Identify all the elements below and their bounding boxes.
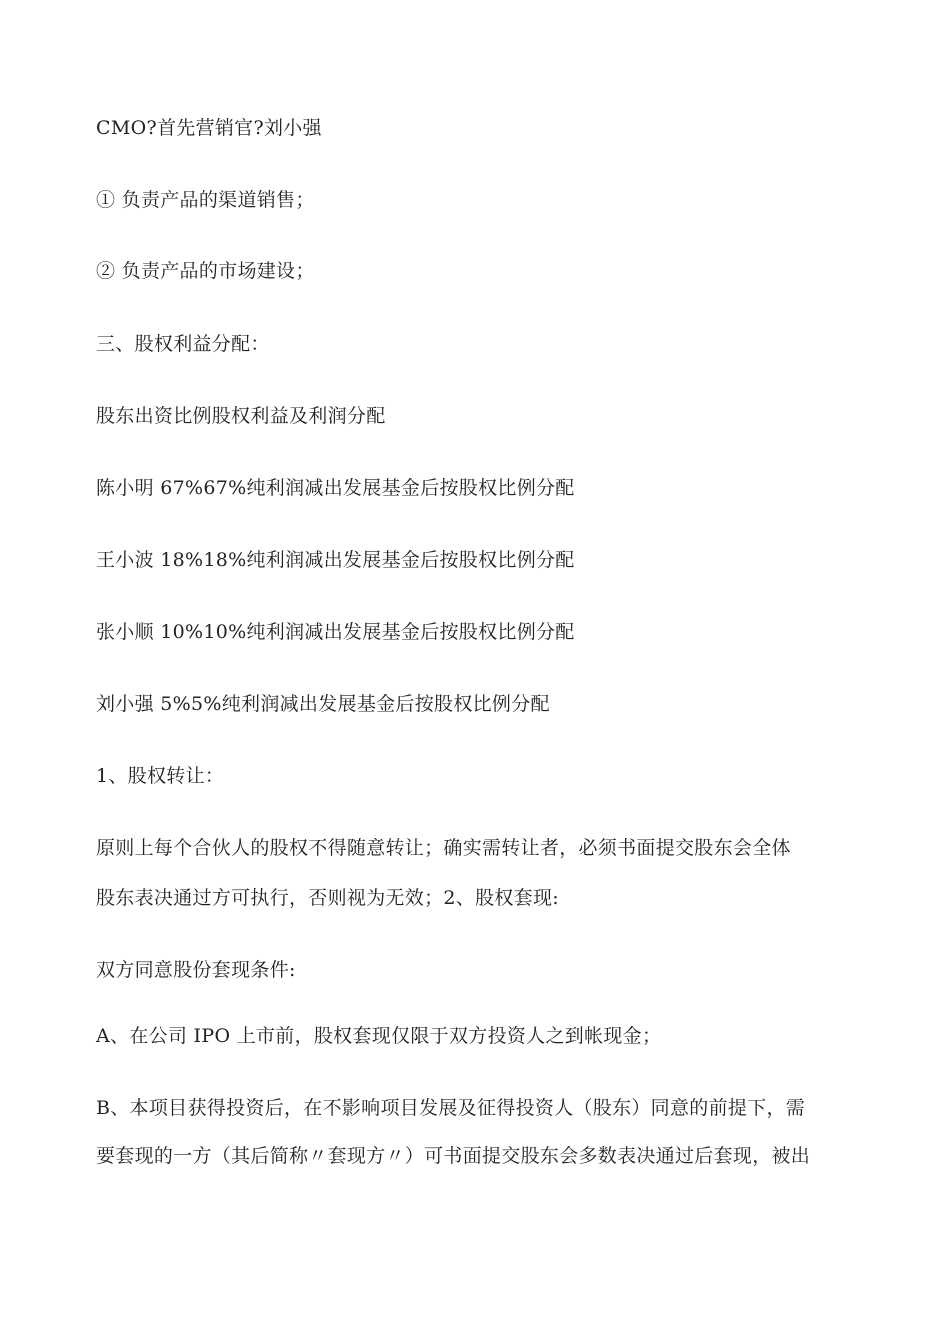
table-header-line: 股东出资比例股权利益及利润分配 <box>96 405 386 427</box>
shareholder-row-zhang: 张小顺 10%10%纯利润减出发展基金后按股权比例分配 <box>96 621 575 643</box>
section-heading-equity-distribution: 三、股权利益分配： <box>96 333 270 355</box>
shareholder-row-liu: 刘小强 5%5%纯利润减出发展基金后按股权比例分配 <box>96 693 550 715</box>
subsection-equity-transfer: 1、股权转让： <box>96 765 225 787</box>
shareholder-row-chen: 陈小明 67%67%纯利润减出发展基金后按股权比例分配 <box>96 477 575 499</box>
paragraph-transfer-line-1: 原则上每个合伙人的股权不得随意转让；确实需转让者，必须书面提交股东会全体 <box>96 837 791 859</box>
paragraph-transfer-line-2: 股东表决通过方可执行，否则视为无效；2、股权套现: <box>96 887 559 909</box>
condition-a: A、在公司 IPO 上市前，股权套现仅限于双方投资人之到帐现金； <box>96 1025 662 1047</box>
cmo-heading: CMO?首先营销官?刘小强 <box>96 117 322 139</box>
shareholder-row-wang: 王小波 18%18%纯利润减出发展基金后按股权比例分配 <box>96 549 575 571</box>
duty-item-2: ② 负责产品的市场建设； <box>96 260 315 282</box>
condition-b-line-1: B、本项目获得投资后，在不影响项目发展及征得投资人（股东）同意的前提下，需 <box>96 1097 806 1119</box>
condition-b-line-2: 要套现的一方（其后简称〃套现方〃）可书面提交股东会多数表决通过后套现，被出 <box>96 1145 811 1167</box>
cashout-conditions-heading: 双方同意股份套现条件: <box>96 959 296 981</box>
duty-item-1: ① 负责产品的渠道销售； <box>96 189 315 211</box>
